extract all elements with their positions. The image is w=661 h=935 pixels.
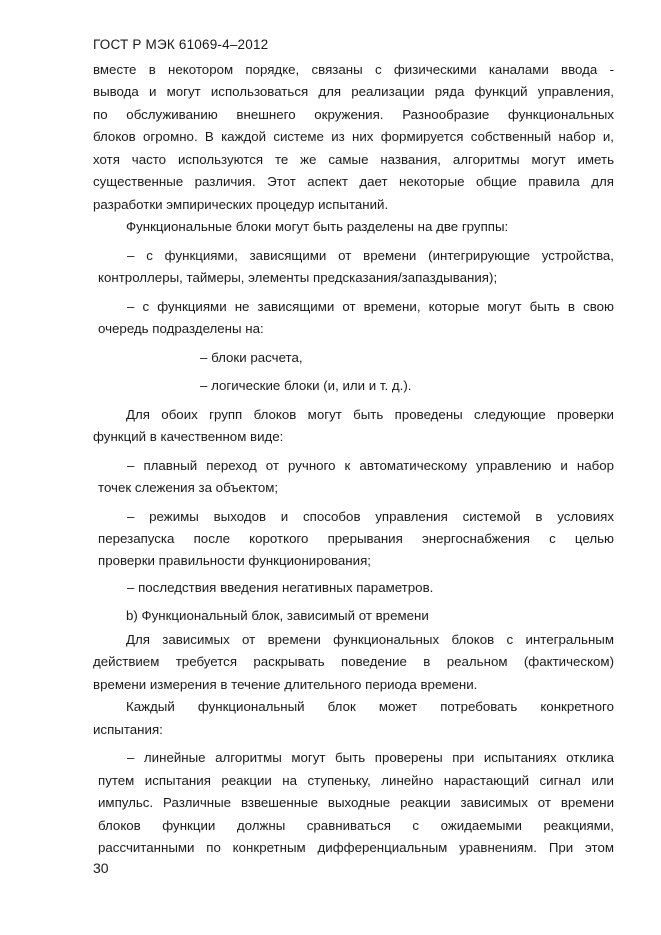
text-line: импульс. Различные взвешенные выходные реакции зависимых от времени: [98, 795, 614, 810]
text-line: рассчитанными по конкретным дифференциальным уравнениям. При этом: [98, 840, 614, 855]
list-item: – с функциями, зависящими от времени (интегрирующие устройства,: [127, 248, 614, 263]
text-line: Для обоих групп блоков могут быть проведены следующие проверки: [126, 407, 614, 422]
text-line: перезапуска после короткого прерывания энергоснабжения с целью: [98, 531, 614, 546]
text-line: Каждый функциональный блок может потребовать конкретного: [126, 699, 614, 714]
text-line: существенные различия. Этот аспект дает некоторые общие правила для: [93, 174, 614, 189]
text-line: вместе в некотором порядке, связаны с физическими каналами ввода -: [93, 62, 614, 77]
text-line: разработки эмпирических процедур испытаний.: [93, 197, 389, 212]
text-line: вывода и могут использоваться для реализации ряда функций управления,: [93, 84, 614, 99]
text-line: точек слежения за объектом;: [98, 480, 279, 495]
list-item: – с функциями не зависящими от времени, которые могут быть в свою: [127, 299, 614, 314]
text-line: Функциональные блоки могут быть разделены на две группы:: [126, 219, 509, 234]
text-line: действием требуется раскрывать поведение в реальном (фактическом): [93, 654, 614, 669]
list-item: – логические блоки (и, или и т. д.).: [200, 378, 412, 393]
text-line: функций в качественном виде:: [93, 429, 284, 444]
text-line: по обслуживанию внешнего окружения. Разнообразие функциональных: [93, 107, 614, 122]
text-line: времени измерения в течение длительного периода времени.: [93, 677, 478, 692]
list-item: – блоки расчета,: [200, 350, 303, 365]
document-header: ГОСТ Р МЭК 61069-4–2012: [93, 37, 269, 52]
text-line: Для зависимых от времени функциональных блоков с интегральным: [126, 632, 614, 647]
text-line: блоков функции должны сравниваться с ожидаемыми реакциями,: [98, 818, 614, 833]
text-line: блоков огромно. В каждой системе из них формируется собственный набор и,: [93, 129, 614, 144]
list-item: – плавный переход от ручного к автоматическому управлению и набор: [127, 458, 614, 473]
text-line: испытания:: [93, 722, 163, 737]
list-item: – режимы выходов и способов управления системой в условиях: [127, 509, 614, 524]
page-number: 30: [93, 860, 109, 876]
text-line: проверки правильности функционирования;: [98, 553, 371, 568]
text-line: хотя часто используются те же самые названия, алгоритмы могут иметь: [93, 152, 614, 167]
list-item: – последствия введения негативных параметров.: [127, 580, 434, 595]
text-line: очередь подразделены на:: [98, 321, 264, 336]
section-heading: b) Функциональный блок, зависимый от времени: [126, 608, 429, 623]
list-item: – линейные алгоритмы могут быть проверены при испытаниях отклика: [127, 750, 614, 765]
text-line: контроллеры, таймеры, элементы предсказания/запаздывания);: [98, 270, 498, 285]
text-line: путем испытания реакции на ступеньку, линейно нарастающий сигнал или: [98, 773, 614, 788]
